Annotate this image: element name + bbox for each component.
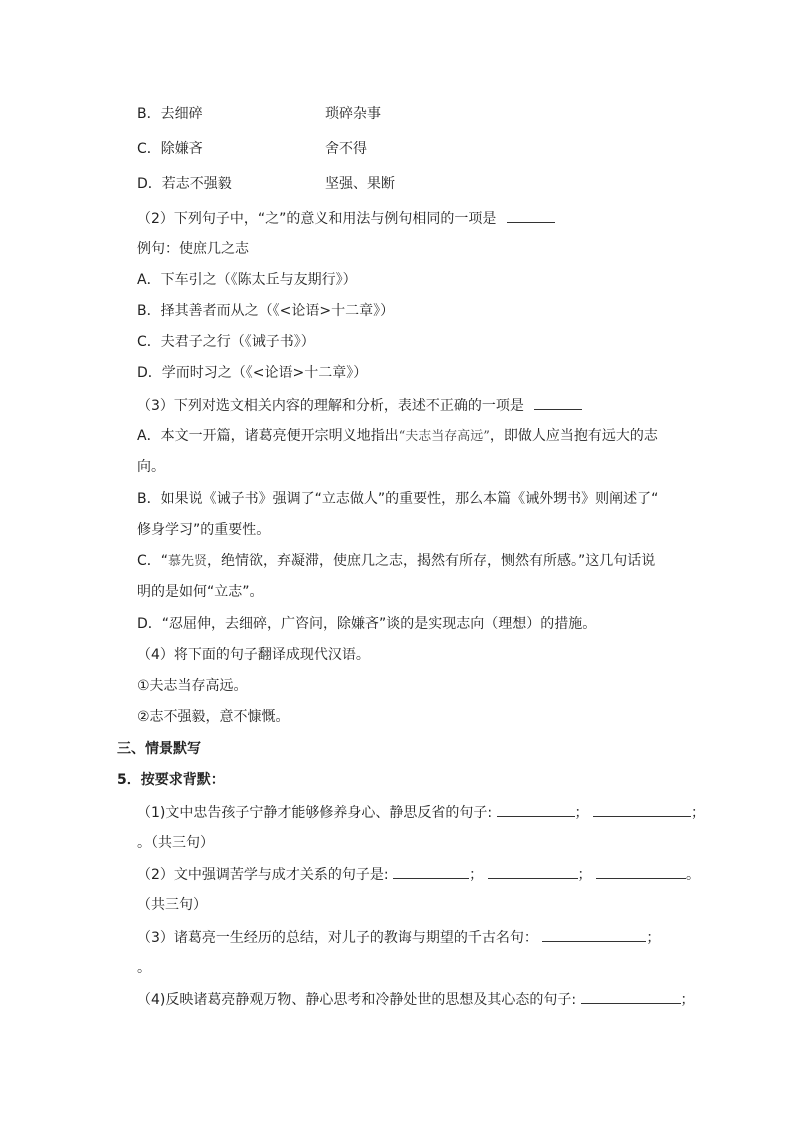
q5-part4: [137, 989, 695, 1010]
q2-example: 例句：使庶几之志: [137, 241, 249, 257]
q2-stem: [137, 208, 555, 229]
q5-part4-text: （4)反映诸葛亮静观万物、静心思考和冷静处世的思想及其心态的句子:: [137, 992, 577, 1008]
q5-stem: 5．按要求背默：: [117, 772, 225, 788]
q3-option-a-text2: ，即做人应当抱有远大的志: [489, 428, 658, 444]
q5-part3-end: 。: [137, 960, 151, 976]
separator: ；: [574, 805, 589, 821]
q5-part1-note: 。（共三句）: [137, 835, 214, 851]
q5-part1: [137, 802, 705, 823]
option-b-label: B．去细碎: [137, 106, 203, 122]
q3-stem-text: （3）下列对选文相关内容的理解和分析，表述不正确的一项是: [137, 398, 524, 414]
q2-option-d: D．学而时习之（《<论语>十二章》）: [137, 365, 368, 381]
q3-stem: [137, 395, 582, 416]
q2-option-b: B．择其善者而从之（《<论语>十二章》）: [137, 303, 395, 319]
q5-part2-blank-2[interactable]: [488, 864, 578, 879]
option-b-meaning: 琐碎杂事: [325, 106, 381, 122]
q3-option-c-quote: 慕先贤: [168, 554, 208, 569]
q4-stem: （4）将下面的句子翻译成现代汉语。: [137, 647, 370, 663]
q4-sentence-2: ②志不强毅，意不慷慨。: [137, 709, 290, 725]
period: 。: [685, 867, 700, 883]
q5-part2-blank-1[interactable]: [393, 864, 469, 879]
q3-answer-blank[interactable]: [534, 395, 582, 410]
q5-part3-text: （3）诸葛亮一生经历的总结，对儿子的教诲与期望的千古名句：: [137, 930, 538, 946]
separator: ；: [577, 867, 592, 883]
q5-part2-note: （共三句）: [137, 897, 207, 913]
q5-part2-text: （2）文中强调苦学与成才关系的句子是:: [137, 867, 389, 883]
q5-part2-blank-3[interactable]: [596, 864, 686, 879]
q5-part3-blank-1[interactable]: [542, 927, 646, 942]
q5-part1-blank-2[interactable]: [593, 802, 691, 817]
option-c-meaning: 舍不得: [325, 141, 367, 157]
separator: ；: [469, 867, 484, 883]
q2-answer-blank[interactable]: [507, 208, 555, 223]
q3-option-c-text: ，绝情欲，弃凝滞，使庶几之志，揭然有所存，恻然有所感。”这几句话说: [207, 553, 656, 569]
q3-option-a-quote: “夫志当存高远”: [398, 429, 490, 444]
separator: ；: [680, 992, 695, 1008]
separator: ；: [691, 805, 705, 821]
q3-option-d: D．“忍屈伸，去细碎，广咨问，除嫌吝”谈的是实现志向（理想）的措施。: [137, 616, 597, 632]
q5-part4-blank-1[interactable]: [581, 989, 681, 1004]
q3-option-a-text: A．本文一开篇，诸葛亮便开宗明义地指出: [137, 428, 399, 444]
q3-option-a-line1: [137, 426, 658, 447]
separator: ；: [646, 930, 661, 946]
option-c-label: C．除嫌吝: [137, 141, 203, 157]
q3-option-c-line2: 明的是如何“立志”。: [137, 584, 264, 600]
q3-option-a-line2: 向。: [137, 459, 165, 475]
q5-part1-blank-1[interactable]: [497, 802, 575, 817]
q3-option-c-line1: [137, 551, 655, 572]
option-d-label: D．若志不强毅: [137, 176, 232, 192]
q2-stem-text: （2）下列句子中，“之”的意义和用法与例句相同的一项是: [137, 211, 497, 227]
q2-option-a: A．下车引之（《陈太丘与友期行》）: [137, 272, 357, 288]
q5-part3: [137, 927, 660, 948]
section-heading: 三、情景默写: [117, 741, 201, 757]
q2-option-c: C．夫君子之行（《诫子书》）: [137, 334, 315, 350]
q5-part1-text: （1)文中忠告孩子宁静才能够修养身心、静思反省的句子:: [137, 805, 493, 821]
q5-part2: [137, 864, 700, 885]
q3-option-b-line1: B．如果说《诫子书》强调了“立志做人”的重要性，那么本篇《诫外甥书》则阐述了“: [137, 491, 659, 507]
q4-sentence-1: ①夫志当存高远。: [137, 678, 248, 694]
q3-option-c-prefix: C．“: [137, 553, 169, 569]
q3-option-b-line2: 修身学习”的重要性。: [137, 522, 271, 538]
option-d-meaning: 坚强、果断: [325, 176, 395, 192]
